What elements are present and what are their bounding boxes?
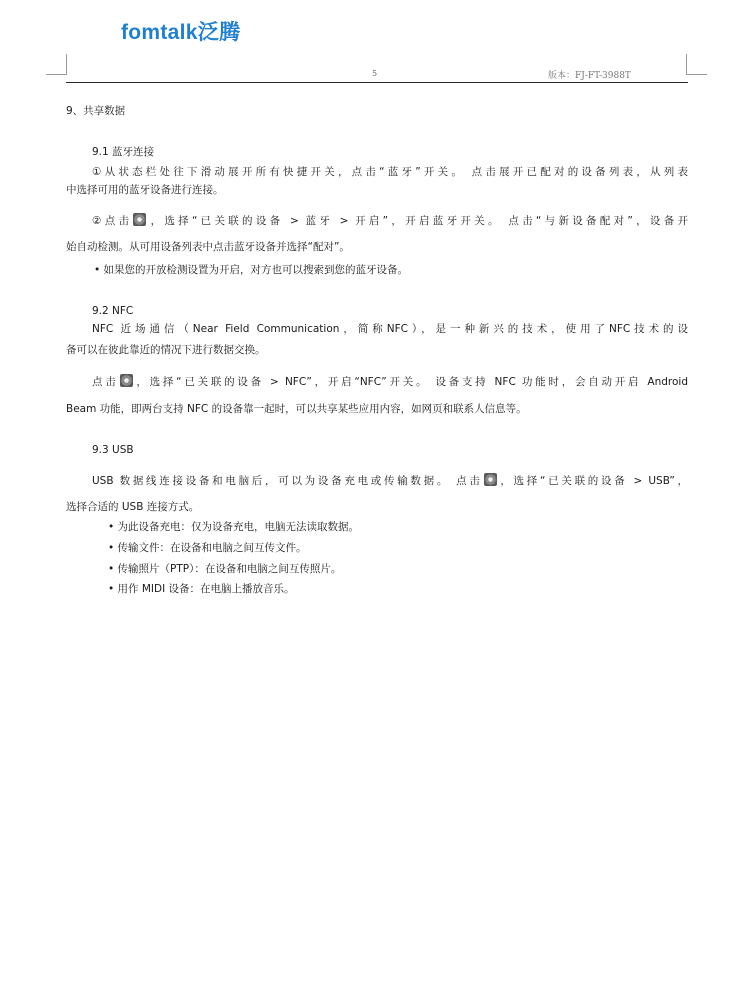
usb-bullet-4: • 用作 MIDI 设备：在电脑上播放音乐。: [108, 583, 295, 595]
header-corner-right: [686, 54, 707, 75]
usb-paragraph-1: USB 数据线连接设备和电脑后，可以为设备充电或传输数据。 点击 ，选择“已关联的设备 > USB”，: [92, 475, 688, 487]
brand-logo: fomtalk泛腾: [121, 21, 241, 44]
usb-bullet-3: • 传输照片（PTP）：在设备和电脑之间互传照片。: [108, 563, 342, 575]
bluetooth-paragraph-2-cont: 始自动检测。从可用设备列表中点击蓝牙设备并选择“配对”。: [66, 241, 350, 253]
bluetooth-title: 9.1 蓝牙连接: [92, 146, 155, 158]
usb-paragraph-1-cont: 选择合适的 USB 连接方式。: [66, 501, 200, 513]
bluetooth-paragraph-1-cont: 中选择可用的蓝牙设备进行连接。: [66, 184, 224, 196]
header-corner-left: [46, 54, 67, 75]
settings-gear-icon: [484, 473, 497, 486]
page-number: 5: [372, 69, 378, 78]
bluetooth-bullet: • 如果您的开放检测设置为开启，对方也可以搜索到您的蓝牙设备。: [94, 264, 409, 276]
usb-bullet-2: • 传输文件：在设备和电脑之间互传文件。: [108, 542, 307, 554]
usb-title: 9.3 USB: [92, 444, 134, 456]
nfc-paragraph-1: NFC 近场通信（Near Field Communication，简称NFC），是一种新兴的技术，使用了NFC技术的设: [92, 323, 688, 335]
nfc-paragraph-2: 点击 ，选择“已关联的设备 > NFC”，开启“NFC”开关。 设备支持 NFC 功能时，会自动开启 Android: [92, 376, 689, 388]
nfc-paragraph-1-cont: 备可以在彼此靠近的情况下进行数据交换。: [66, 344, 266, 356]
settings-gear-icon: [120, 374, 133, 387]
section-title: 9、共享数据: [66, 105, 126, 117]
usb-bullet-1: • 为此设备充电：仅为设备充电，电脑无法读取数据。: [108, 521, 360, 533]
bluetooth-paragraph-1: ①从状态栏处往下滑动展开所有快捷开关，点击“蓝牙”开关。 点击展开已配对的设备列表，从列表: [92, 166, 688, 178]
settings-gear-icon: [133, 213, 146, 226]
bluetooth-paragraph-2: ②点击 ，选择“已关联的设备 > 蓝牙 > 开启”，开启蓝牙开关。 点击“与新设备配对”，设备开: [92, 215, 689, 227]
nfc-title: 9.2 NFC: [92, 305, 134, 317]
nfc-paragraph-2-cont: Beam 功能，即两台支持 NFC 的设备靠一起时，可以共享某些应用内容，如网页和联系人信息等。: [66, 403, 527, 415]
header-rule: [66, 82, 688, 83]
document-version: 版本：FJ-FT-3988T: [548, 71, 631, 81]
